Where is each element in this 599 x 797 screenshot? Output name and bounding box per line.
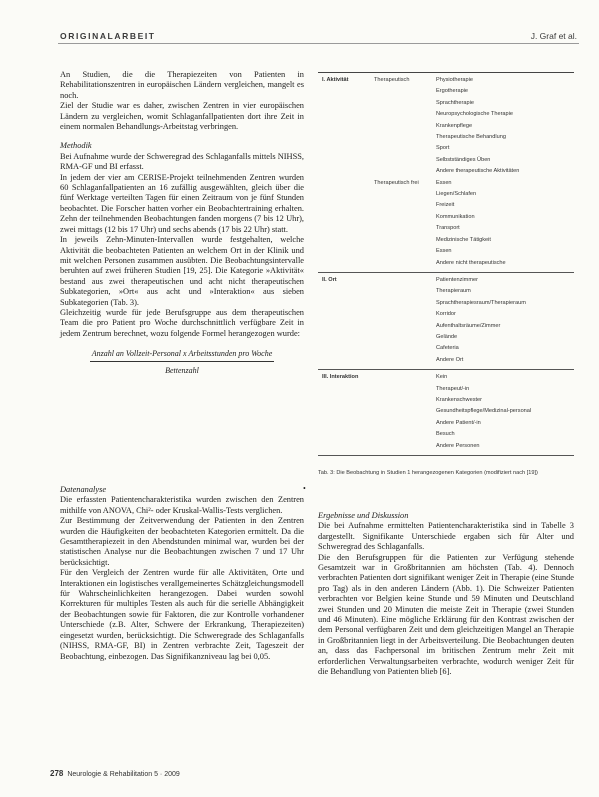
formula-denominator: Bettenzahl (165, 365, 199, 375)
header-rule (58, 43, 579, 44)
table-item: Krankenschwester (436, 396, 483, 403)
table-group-label: III. Interaktion (322, 374, 359, 381)
table-item: Kein (436, 374, 448, 381)
methods-paragraph-4: Gleichzeitig wurde für jede Berufsgruppe aus dem therapeutischen Team die pro Patient pro Woche durchschnittlich verfügbare Zeit in jedem Zentrum berechnet, wozu folgende Formel herangezogen wurde: (60, 307, 304, 338)
table-item: Essen (436, 248, 452, 255)
table-item: Andere Ort (436, 356, 464, 363)
table-item: Andere Personen (436, 442, 480, 449)
table-group (318, 73, 574, 273)
table-item: Gelände (436, 333, 458, 340)
table-item: Neuropsychologische Therapie (436, 111, 514, 118)
categories-table (318, 72, 574, 456)
table-subgroup-label: Therapeutisch (374, 77, 410, 83)
table-item: Korridor (436, 311, 456, 318)
table-subgroup (374, 178, 574, 269)
table-subgroup-label (374, 275, 436, 366)
table-item: Sport (436, 145, 450, 152)
table-item: Transport (436, 225, 460, 232)
page-footer (50, 769, 180, 778)
table-item: Aufenthaltsräume/Zimmer (436, 322, 501, 329)
table-group (318, 370, 574, 456)
methods-paragraph-1: Bei Aufnahme wurde der Schweregrad des Schlaganfalls mittels NIHSS, RMA-GF und BI erfasst. (60, 151, 304, 172)
column-marker: • (303, 484, 306, 493)
methods-heading: Methodik (60, 141, 92, 151)
methods-paragraph-3: In jeweils Zehn-Minuten-Intervallen wurde festgehalten, welche Aktivität die beobachteten Patienten an welchem Ort in der Klinik und mit welchen Personen zusammen ausübten. Die Beobachtungsintervalle beruhten auf zwei früheren Studien [19, 25]. Die Kategorie »Aktivität« bestand aus zwei therapeutischen und acht nicht therapeutischen Subkategorien, »Ort« aus acht und »Interaktion« aus sieben Subkategorien (Tab. 3). (60, 235, 304, 307)
left-column-bottom (60, 485, 304, 662)
table-item: Kommunikation (436, 213, 475, 220)
table-item: Ergotherapie (436, 88, 469, 95)
analysis-paragraph-2: Zur Bestimmung der Zeitverwendung der Patienten in den Zentren wurden die Häufigkeiten der beobachteten Kategorien ermittelt. Da die Gesamttherapiezeit in den Abendstunden minimal war, wurden bei der statistischen Analyse nur die Beobachtungen zwischen 7 und 17 Uhr berücksichtigt. (60, 516, 304, 567)
results-heading: Ergebnisse und Diskussion (318, 511, 409, 520)
table-subgroup-label (374, 372, 436, 452)
journal-name: Neurologie & Rehabilitation 5 · 2009 (67, 771, 180, 778)
table-item: Therapeut/-in (436, 385, 470, 392)
table-item: Liegen/Schlafen (436, 191, 477, 198)
running-authors: J. Graf et al. (530, 31, 577, 41)
section-label: ORIGINALARBEIT (60, 31, 156, 41)
table-item: Sprachtherapiesraum/Therapieraum (436, 299, 526, 306)
table-group-label: II. Ort (322, 276, 337, 283)
table-group (318, 273, 574, 370)
table-item: Selbstständiges Üben (436, 156, 491, 163)
table-subgroup (374, 372, 574, 452)
left-column-top (60, 70, 304, 376)
analysis-paragraph-3: Für den Vergleich der Zentren wurde für alle Aktivitäten, Orte und Interaktionen ein logistisches verallgemeinertes Schätzgleichungsmodell für Wahrscheinlichkeiten herangezogen. Dabei wurden sowohl Korrekturen für multiples Testen als auch für die serielle Abhängigkeit der Beobachtungen sowie für Faktoren, die zur Kontrolle vorhandener Unterschiede (z.B. Alter, Schwere der Erkrankung, Therapiezeiten) eingesetzt wurden, berücksichtigt. Die Schweregrade des Schlaganfalls (NIHSS, RMA-GF, BI) in Zentren verbrachte Zeit, Tageszeit der Beobachtung, einbezogen. Das Signifikanzniveau lag bei 0,05. (60, 568, 304, 661)
methods-paragraph-2: In jedem der vier am CERISE-Projekt teilnehmenden Zentren wurden 60 Schlaganfallpatienten an 16 zufällig ausgewählten, gleich über die fünf Werktage verteilten Tagen für einen Zeitraum von je fünf Stunden beobachtet. Die Forscher hatten vorher ein Beobachtertraining erhalten. Zehn der teilnehmenden Beobachtungen fanden morgens (7 bis 12 Uhr), zwei mittags (12 bis 17 Uhr) und sechs abends (17 bis 22 Uhr) statt. (60, 172, 304, 234)
table-item: Therapieraum (436, 288, 471, 295)
results-paragraph-2: Die den Berufsgruppen für die Patienten zur Verfügung stehende Gesamtzeit war in Großbritannien am höchsten (Tab. 4). Dennoch verbrachten Patienten dort signifikant weniger Zeit in Therapie (eine Stunde pro Tag) als in den anderen Ländern (Abb. 1). Die Schweizer Patienten verbrachten vor Belgien keine Stunde und 59 Minuten und Deutschland zwei Stunden und 20 Minuten die meiste Zeit in Therapie (zwei Stunden und 46 Minuten). Eine mögliche Erklärung für den Kontrast zwischen der dem Personal verfügbaren Zeit und dem gleichzeitigen Mangel an Therapie in Großbritannien liegt in der Arbeitsverteilung. Die Beobachtungen deuten an, dass das Fachpersonal im britischen Zentrum mehr Zeit mit erforderlichen Verwaltungsarbeiten verbrachte, wodurch weniger Zeit für die Behandlung von Patienten blieb [6]. (318, 552, 574, 677)
table-item: Freizeit (436, 202, 455, 209)
table-item: Krankenpflege (436, 122, 473, 129)
analysis-paragraph-1: Die erfassten Patientencharakteristika wurden zwischen den Zentren mithilfe von ANOVA, Chi²- oder Kruskal-Wallis-Tests verglichen. (60, 495, 304, 515)
analysis-heading: Datenanalyse (60, 485, 107, 494)
formula-numerator: Anzahl an Vollzeit-Personal x Arbeitsstunden pro Woche (90, 349, 275, 361)
table-item: Andere Patient/-in (436, 419, 481, 426)
page-number: 278 (50, 769, 64, 778)
table-item: Gesundheitspflege/Medizinal-personal (436, 408, 532, 415)
table-item: Andere nicht therapeutische (436, 259, 506, 266)
table-subgroup (374, 275, 574, 366)
table-item: Besuch (436, 431, 455, 438)
table-item: Cafeteria (436, 345, 459, 352)
table-item: Physiotherapie (436, 77, 474, 83)
results-paragraph-1: Die bei Aufnahme ermittelten Patientencharakteristika sind in Tabelle 3 dargestellt. Signifikante Unterschiede ergaben sich für Alter und Schweregrad des Schlaganfalls. (318, 521, 574, 552)
table-item: Essen (436, 179, 452, 186)
table-item: Medizinische Tätigkeit (436, 236, 491, 243)
intro-paragraph-1: An Studien, die die Therapiezeiten von Patienten in Rehabilitationszentren in europäischen Ländern vergleichen, mangelt es noch. (60, 70, 304, 100)
table-item: Therapeutische Behandlung (436, 134, 506, 141)
table-item: Sprachtherapie (436, 99, 474, 106)
availability-formula (60, 349, 304, 376)
table-subgroup-label: Therapeutisch frei (374, 179, 419, 186)
table-subgroup (374, 75, 574, 178)
intro-paragraph-2: Ziel der Studie war es daher, zwischen Zentren in vier europäischen Ländern zu vergleichen, womit Schlaganfallpatienten dort ihre Zeit in einem normalen Behandlungs-Arbeitstag verbringen. (60, 101, 304, 132)
table-item: Andere therapeutische Aktivitäten (436, 168, 520, 175)
table-item: Patientenzimmer (436, 276, 478, 283)
table-caption: Tab. 3: Die Beobachtung in Studien 1 herangezogenen Kategorien (modifiziert nach [19]) (318, 470, 538, 476)
table-group-label: I. Aktivität (322, 77, 349, 83)
right-column-text (318, 511, 574, 678)
